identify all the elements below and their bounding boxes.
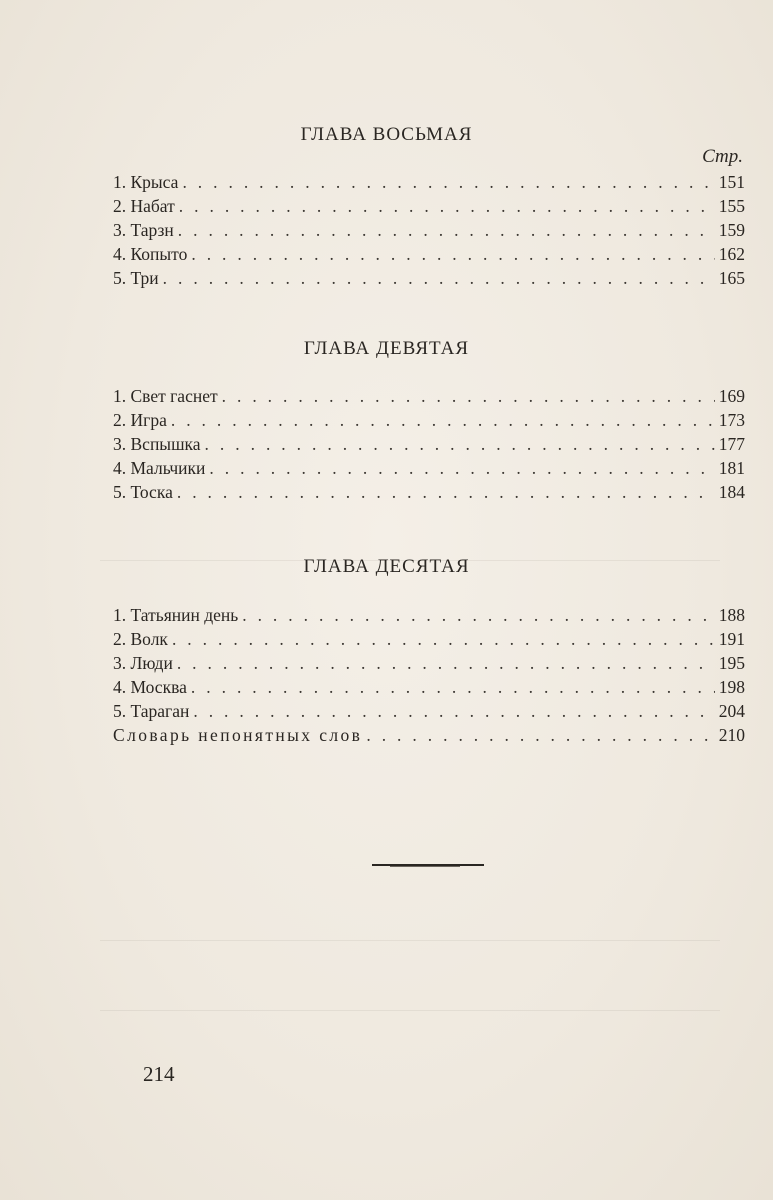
toc-entry-title: 2. Волк (113, 629, 168, 649)
toc-entry-page: 151 (718, 172, 745, 192)
leader-dots (179, 194, 715, 218)
toc-entry[interactable] (113, 432, 745, 456)
leader-dots (222, 384, 715, 408)
toc-entry[interactable] (113, 627, 745, 651)
toc-entry-page: 204 (718, 701, 745, 721)
toc-entry-title: 5. Тоска (113, 482, 173, 502)
leader-dots (205, 432, 715, 456)
toc-entry[interactable] (113, 194, 745, 218)
toc-section-9 (113, 384, 745, 504)
toc-entry-title: 3. Люди (113, 653, 173, 673)
toc-entry[interactable] (113, 170, 745, 194)
leader-dots (182, 170, 714, 194)
toc-entry-title: 1. Крыса (113, 172, 179, 192)
page-number: 214 (143, 1062, 175, 1086)
end-rule-divider (372, 864, 484, 866)
toc-entry-title: 1. Свет гаснет (113, 386, 218, 406)
toc-entry-title: 4. Мальчики (113, 458, 206, 478)
leader-dots (163, 266, 715, 290)
toc-entry-title: 2. Игра (113, 410, 167, 430)
chapter-heading-10: ГЛАВА ДЕСЯТАЯ (303, 556, 470, 577)
toc-entry-title: 4. Москва (113, 677, 187, 697)
leader-dots (193, 699, 714, 723)
toc-entry-page: 165 (718, 268, 745, 288)
toc-entry-page: 188 (718, 605, 745, 625)
leader-dots (172, 627, 715, 651)
toc-entry-page: 181 (718, 458, 745, 478)
toc-entry[interactable] (113, 603, 745, 627)
chapter-heading-9: ГЛАВА ДЕВЯТАЯ (303, 338, 470, 359)
toc-section-10 (113, 603, 745, 747)
leader-dots (171, 408, 715, 432)
leader-dots (178, 218, 715, 242)
toc-entry[interactable] (113, 675, 745, 699)
toc-entry[interactable] (113, 218, 745, 242)
toc-entry-page: 169 (718, 386, 745, 406)
toc-entry-title: 2. Набат (113, 196, 175, 216)
toc-entry-page: 195 (718, 653, 745, 673)
toc-entry[interactable] (113, 480, 745, 504)
leader-dots (191, 675, 715, 699)
toc-entry[interactable] (113, 408, 745, 432)
chapter-heading-8: ГЛАВА ВОСЬМАЯ (300, 124, 473, 145)
toc-entry-page: 210 (718, 725, 745, 745)
toc-entry-page: 177 (718, 434, 745, 454)
toc-entry-title: Словарь непонятных слов (113, 725, 363, 745)
toc-entry-title: 3. Вспышка (113, 434, 201, 454)
toc-entry-title: 1. Татьянин день (113, 605, 239, 625)
page-column-header: Стр. (702, 146, 743, 167)
toc-entry-glossary[interactable] (113, 723, 745, 747)
toc-entry[interactable] (113, 266, 745, 290)
toc-entry-page: 155 (718, 196, 745, 216)
toc-entry-title: 4. Копыто (113, 244, 188, 264)
leader-dots (366, 723, 714, 747)
toc-entry[interactable] (113, 384, 745, 408)
toc-entry-title: 5. Три (113, 268, 159, 288)
toc-entry[interactable] (113, 699, 745, 723)
toc-entry[interactable] (113, 651, 745, 675)
toc-entry-page: 184 (718, 482, 745, 502)
toc-entry-page: 159 (718, 220, 745, 240)
toc-entry[interactable] (113, 456, 745, 480)
bleed-through-line (100, 1010, 720, 1011)
toc-entry-page: 173 (718, 410, 745, 430)
leader-dots (177, 651, 715, 675)
toc-entry-page: 191 (718, 629, 745, 649)
toc-entry[interactable] (113, 242, 745, 266)
leader-dots (191, 242, 714, 266)
toc-entry-page: 198 (718, 677, 745, 697)
leader-dots (209, 456, 714, 480)
bleed-through-line (100, 940, 720, 941)
toc-entry-title: 3. Тарзн (113, 220, 174, 240)
leader-dots (242, 603, 715, 627)
toc-entry-page: 162 (718, 244, 745, 264)
toc-section-8 (113, 170, 745, 290)
toc-entry-title: 5. Тараган (113, 701, 190, 721)
leader-dots (177, 480, 715, 504)
